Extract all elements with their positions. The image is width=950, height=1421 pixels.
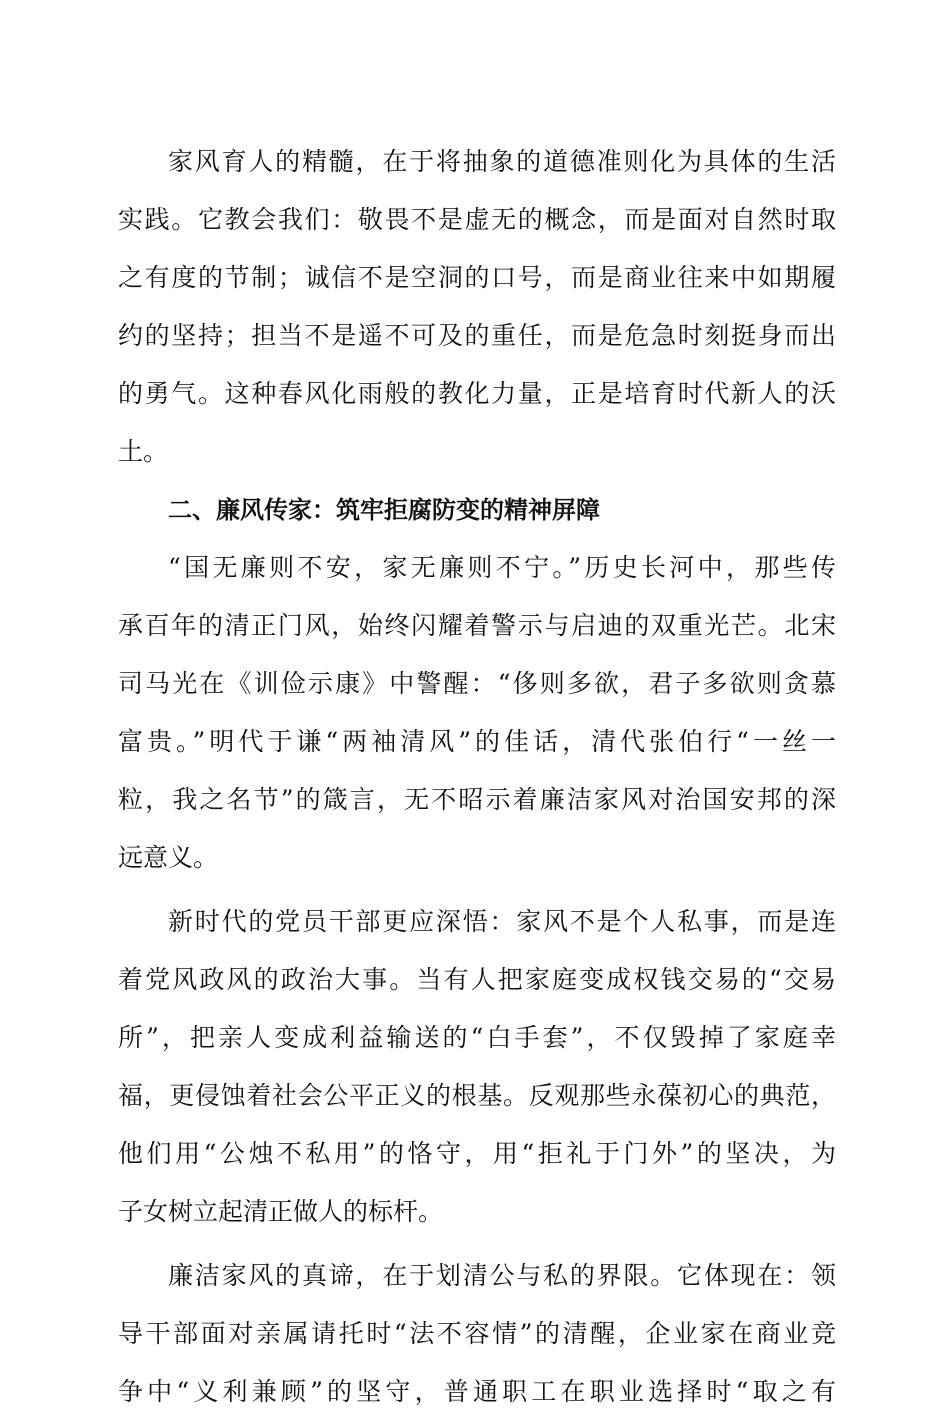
text-line: 富贵。”明代于谦“两袖清风”的佳话，清代张伯行“一丝一 <box>118 727 836 756</box>
text-line: 实践。它教会我们：敬畏不是虚无的概念，而是面对自然时取 <box>118 205 836 234</box>
text-line: 新时代的党员干部更应深悟：家风不是个人私事，而是连 <box>168 907 836 936</box>
text-line: 子女树立起清正做人的标杆。 <box>118 1197 444 1226</box>
text-line: 廉洁家风的真谛，在于划清公与私的界限。它体现在：领 <box>168 1261 836 1290</box>
section-heading: 二、廉风传家：筑牢拒腐防变的精神屏障 <box>168 496 600 524</box>
text-line: 争中“义利兼顾”的坚守，普通职工在职业选择时“取之有 <box>118 1377 836 1406</box>
text-line: 远意义。 <box>118 843 219 872</box>
body-text <box>118 133 836 1421</box>
text-line: “国无廉则不安，家无廉则不宁。”历史长河中，那些传 <box>168 553 836 582</box>
text-line: 导干部面对亲属请托时“法不容情”的清醒，企业家在商业竞 <box>118 1319 836 1348</box>
text-line: 之有度的节制；诚信不是空洞的口号，而是商业往来中如期履 <box>118 263 836 292</box>
paragraph-2 <box>118 539 836 887</box>
text-line: 约的坚持；担当不是遥不可及的重任，而是危急时刻挺身而出 <box>118 321 836 350</box>
text-line: 土。 <box>118 437 169 466</box>
text-line: 的勇气。这种春风化雨般的教化力量，正是培育时代新人的沃 <box>118 379 836 408</box>
paragraph-4 <box>118 1247 836 1421</box>
text-line: 承百年的清正门风，始终闪耀着警示与启迪的双重光芒。北宋 <box>118 611 836 640</box>
text-line: 着党风政风的政治大事。当有人把家庭变成权钱交易的“交易 <box>118 965 836 994</box>
text-line: 他们用“公烛不私用”的恪守，用“拒礼于门外”的坚决，为 <box>118 1139 836 1168</box>
text-line: 福，更侵蚀着社会公平正义的根基。反观那些永葆初心的典范， <box>118 1081 836 1110</box>
text-line: 司马光在《训俭示康》中警醒：“侈则多欲，君子多欲则贪慕 <box>118 669 836 698</box>
paragraph-3 <box>118 893 836 1241</box>
text-line: 所”，把亲人变成利益输送的“白手套”，不仅毁掉了家庭幸 <box>118 1023 836 1052</box>
text-line: 家风育人的精髓，在于将抽象的道德准则化为具体的生活 <box>168 147 836 176</box>
paragraph-1 <box>118 133 836 481</box>
text-line: 粒，我之名节”的箴言，无不昭示着廉洁家风对治国安邦的深 <box>118 785 836 814</box>
